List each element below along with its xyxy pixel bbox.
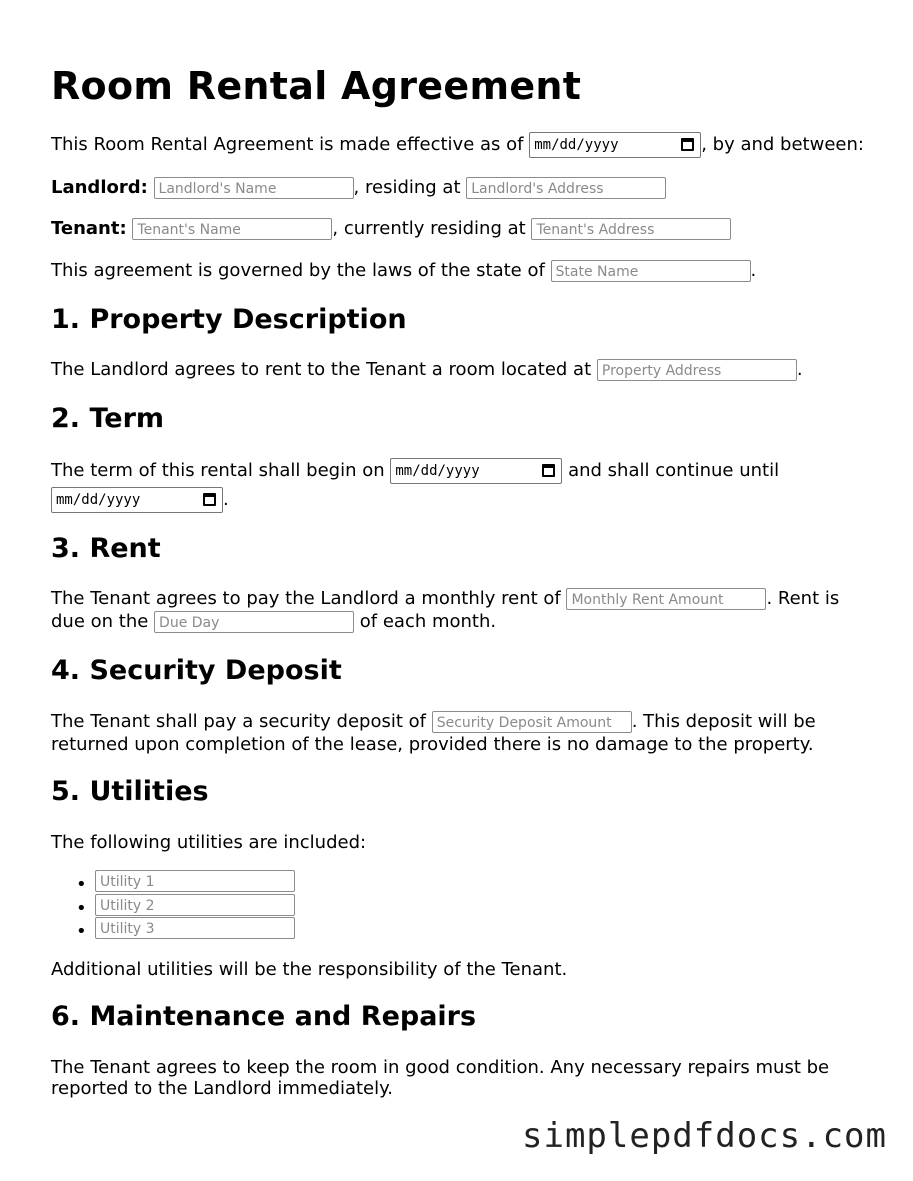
- tenant-residing-text: , currently residing at: [332, 218, 532, 239]
- utilities-intro: The following utilities are included:: [51, 832, 367, 853]
- utility-2-field[interactable]: Utility 2: [95, 894, 295, 916]
- property-line: [51, 358, 803, 382]
- calendar-icon[interactable]: [203, 493, 216, 506]
- rent-text-1: The Tenant agrees to pay the Landlord a monthly rent of: [51, 588, 567, 609]
- calendar-icon[interactable]: [681, 138, 694, 151]
- deposit-text-3: returned upon completion of the lease, provided there is no damage to the property.: [51, 734, 814, 755]
- date-placeholder: mm/dd/yyyy: [395, 463, 480, 479]
- effective-date-input[interactable]: [529, 132, 701, 158]
- landlord-name-field[interactable]: Landlord's Name: [154, 177, 354, 199]
- state-name-field[interactable]: State Name: [551, 260, 751, 282]
- deposit-text-2: . This deposit will be: [631, 711, 816, 732]
- page-title: Room Rental Agreement: [51, 64, 582, 108]
- rent-line-2: [51, 610, 496, 634]
- brand-watermark: simplepdfdocs.com: [522, 1116, 887, 1156]
- term-line-2: [51, 487, 229, 513]
- governing-text: This agreement is governed by the laws of the state of: [51, 260, 551, 281]
- rent-text-3: due on the: [51, 611, 155, 632]
- rent-line-1: [51, 587, 839, 611]
- landlord-line: [51, 176, 666, 200]
- intro-line: [51, 132, 864, 158]
- term-end-date-input[interactable]: [51, 487, 223, 513]
- maintenance-line-1: The Tenant agrees to keep the room in good condition. Any necessary repairs must be: [51, 1057, 830, 1078]
- utilities-list: [51, 870, 295, 941]
- property-end: .: [796, 359, 803, 380]
- term-text-2: and shall continue until: [562, 460, 780, 481]
- section-heading-term: 2. Term: [51, 403, 165, 434]
- security-deposit-field[interactable]: Security Deposit Amount: [432, 711, 632, 733]
- landlord-residing-text: , residing at: [353, 177, 467, 198]
- tenant-address-field[interactable]: Tenant's Address: [531, 218, 731, 240]
- deposit-line-2: [51, 733, 814, 757]
- intro-text: This Room Rental Agreement is made effective as of: [51, 134, 530, 155]
- section-heading-deposit: 4. Security Deposit: [51, 655, 342, 686]
- term-start-date-input[interactable]: [390, 458, 562, 484]
- term-text-1: The term of this rental shall begin on: [51, 460, 391, 481]
- bullet-icon: •: [76, 874, 87, 895]
- tenant-line: [51, 217, 731, 241]
- governing-line: [51, 259, 756, 283]
- term-end: .: [223, 489, 229, 510]
- list-item: [51, 870, 295, 894]
- bullet-icon: •: [76, 897, 87, 919]
- due-day-field[interactable]: Due Day: [154, 611, 354, 633]
- intro-text-end: , by and between:: [701, 134, 864, 155]
- section-heading-rent: 3. Rent: [51, 533, 161, 564]
- deposit-line-1: [51, 710, 816, 734]
- rent-text-4: of each month.: [354, 611, 497, 632]
- section-heading-property: 1. Property Description: [51, 304, 407, 335]
- governing-end: .: [750, 260, 757, 281]
- section-heading-utilities: 5. Utilities: [51, 776, 209, 807]
- utilities-footer: Additional utilities will be the responsibility of the Tenant.: [51, 959, 568, 980]
- maintenance-line-2: reported to the Landlord immediately.: [51, 1078, 393, 1099]
- deposit-text-1: The Tenant shall pay a security deposit of: [51, 711, 432, 732]
- date-placeholder: mm/dd/yyyy: [56, 492, 141, 508]
- utility-3-field[interactable]: Utility 3: [95, 917, 295, 939]
- section-heading-maintenance: 6. Maintenance and Repairs: [51, 1001, 477, 1032]
- property-text: The Landlord agrees to rent to the Tenant a room located at: [51, 359, 597, 380]
- date-placeholder: mm/dd/yyyy: [534, 137, 619, 153]
- landlord-address-field[interactable]: Landlord's Address: [466, 177, 666, 199]
- tenant-name-field[interactable]: Tenant's Name: [132, 218, 332, 240]
- term-line-1: [51, 458, 779, 484]
- property-address-field[interactable]: Property Address: [597, 359, 797, 381]
- monthly-rent-field[interactable]: Monthly Rent Amount: [566, 588, 766, 610]
- bullet-icon: •: [76, 921, 87, 942]
- list-item: [51, 917, 295, 941]
- landlord-label: Landlord:: [51, 177, 148, 198]
- list-item: [51, 894, 295, 918]
- tenant-label: Tenant:: [51, 218, 127, 239]
- calendar-icon[interactable]: [542, 464, 555, 477]
- utility-1-field[interactable]: Utility 1: [95, 870, 295, 892]
- rent-text-2: . Rent is: [766, 588, 840, 609]
